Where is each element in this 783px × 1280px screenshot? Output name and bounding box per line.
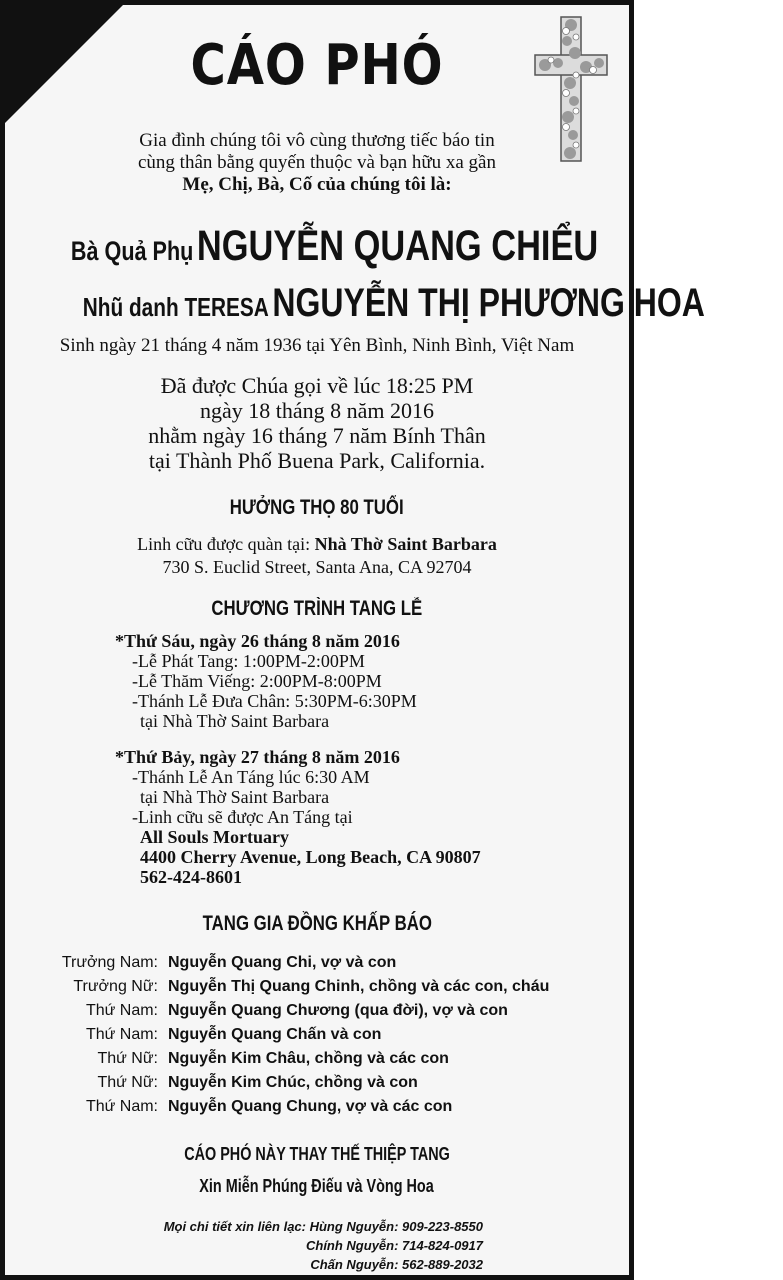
- list-item: [5, 1071, 629, 1095]
- list-item: [5, 951, 629, 975]
- maiden-name-row: [5, 280, 705, 335]
- family-heading: [5, 912, 629, 936]
- family-role: Thứ Nữ:: [97, 1074, 158, 1091]
- family-role: Thứ Nam:: [85, 1002, 158, 1019]
- schedule-item-location: tại Nhà Thờ Saint Barbara: [140, 787, 330, 807]
- age-heading: [5, 496, 629, 520]
- list-item: [5, 1095, 629, 1119]
- wake-address: 730 S. Euclid Street, Santa Ana, CA 92704: [162, 557, 472, 577]
- family-role: Trưởng Nữ:: [73, 978, 158, 995]
- schedule-item: -Thánh Lễ Đưa Chân: 5:30PM-6:30PM: [132, 691, 417, 711]
- family-member: Nguyễn Quang Chương (qua đời), vợ và con: [168, 1002, 508, 1019]
- contact-info: [5, 1217, 483, 1274]
- contact-line: Chính Nguyễn: 714-824-0917: [305, 1238, 483, 1253]
- family-member: Nguyễn Kim Chúc, chồng và con: [168, 1074, 418, 1091]
- list-item: [5, 1047, 629, 1071]
- family-member: Nguyễn Thị Quang Chinh, chồng và các con, cháu: [168, 978, 550, 995]
- program-heading: [5, 597, 629, 621]
- passing-line: Đã được Chúa gọi về lúc 18:25 PM: [160, 373, 474, 398]
- name-prefix: Bà Quả Phụ: [70, 236, 194, 266]
- saturday-schedule: [115, 747, 481, 887]
- family-role: Thứ Nam:: [85, 1098, 158, 1115]
- passing-line: ngày 18 tháng 8 năm 2016: [199, 398, 435, 423]
- schedule-day: *Thứ Bảy, ngày 27 tháng 8 năm 2016: [115, 747, 400, 767]
- schedule-item-location: tại Nhà Thờ Saint Barbara: [140, 711, 330, 731]
- friday-schedule: [115, 631, 417, 731]
- contact-line: Mọi chi tiết xin liên lạc: Hùng Nguyễn: 909-223-8550: [163, 1219, 483, 1234]
- schedule-item: -Thánh Lễ An Táng lúc 6:30 AM: [132, 767, 370, 787]
- family-member: Nguyễn Quang Chấn và con: [168, 1026, 382, 1043]
- intro-line: cùng thân bằng quyến thuộc và bạn hữu xa gần: [137, 152, 496, 173]
- replace-note: CÁO PHÓ NÀY THAY THẾ THIỆP TANG: [184, 1144, 450, 1164]
- maiden-name: NGUYỄN THỊ PHƯƠNG HOA: [272, 281, 705, 325]
- wake-label: Linh cữu được quàn tại:: [137, 534, 311, 554]
- passing-info: [5, 373, 629, 473]
- family-role: Thứ Nữ:: [97, 1050, 158, 1067]
- family-member: Nguyễn Kim Châu, chồng và các con: [168, 1050, 449, 1067]
- page-title: CÁO PHÓ: [190, 33, 444, 98]
- family-member: Nguyễn Quang Chi, vợ và con: [168, 954, 397, 971]
- list-item: [5, 1023, 629, 1047]
- deceased-name-row: [5, 221, 629, 281]
- intro-relations: Mẹ, Chị, Bà, Cố của chúng tôi là:: [182, 174, 452, 195]
- list-item: [5, 975, 629, 999]
- replace-note-row: [5, 1144, 629, 1165]
- mortuary-name: All Souls Mortuary: [140, 827, 290, 847]
- age-text: HƯỞNG THỌ 80 TUỔI: [230, 496, 404, 519]
- wake-info: [5, 533, 629, 579]
- flower-note: Xin Miễn Phúng Điếu và Vòng Hoa: [199, 1176, 435, 1196]
- program-title: CHƯƠNG TRÌNH TANG LỄ: [211, 597, 423, 620]
- mortuary-phone: 562-424-8601: [140, 867, 242, 887]
- wake-place: Nhà Thờ Saint Barbara: [314, 534, 497, 554]
- maiden-prefix: Nhũ danh TERESA: [82, 292, 269, 322]
- contact-line: Chấn Nguyễn: 562-889-2032: [310, 1257, 483, 1272]
- family-role: Trưởng Nam:: [61, 954, 158, 971]
- list-item: [5, 999, 629, 1023]
- family-role: Thứ Nam:: [85, 1026, 158, 1043]
- family-member: Nguyễn Quang Chung, vợ và các con: [168, 1098, 453, 1115]
- deceased-name: NGUYỄN QUANG CHIỂU: [196, 222, 599, 270]
- schedule-day: *Thứ Sáu, ngày 26 tháng 8 năm 2016: [115, 631, 400, 651]
- birth-info: Sinh ngày 21 tháng 4 năm 1936 tại Yên Bình, Ninh Bình, Việt Nam: [59, 335, 575, 356]
- intro-line: Gia đình chúng tôi vô cùng thương tiếc báo tin: [139, 130, 495, 151]
- family-title: TANG GIA ĐỒNG KHẤP BÁO: [202, 912, 432, 935]
- family-list: [5, 951, 629, 1119]
- flower-note-row: [5, 1176, 629, 1197]
- mortuary-address: 4400 Cherry Avenue, Long Beach, CA 90807: [140, 847, 481, 867]
- schedule-item: -Lễ Thăm Viếng: 2:00PM-8:00PM: [132, 671, 382, 691]
- passing-line: nhằm ngày 16 tháng 7 năm Bính Thân: [148, 423, 486, 448]
- schedule-item: -Linh cữu sẽ được An Táng tại: [132, 807, 353, 827]
- passing-line: tại Thành Phố Buena Park, California.: [148, 448, 486, 473]
- announcement-intro: [5, 130, 629, 196]
- schedule-item: -Lễ Phát Tang: 1:00PM-2:00PM: [132, 651, 365, 671]
